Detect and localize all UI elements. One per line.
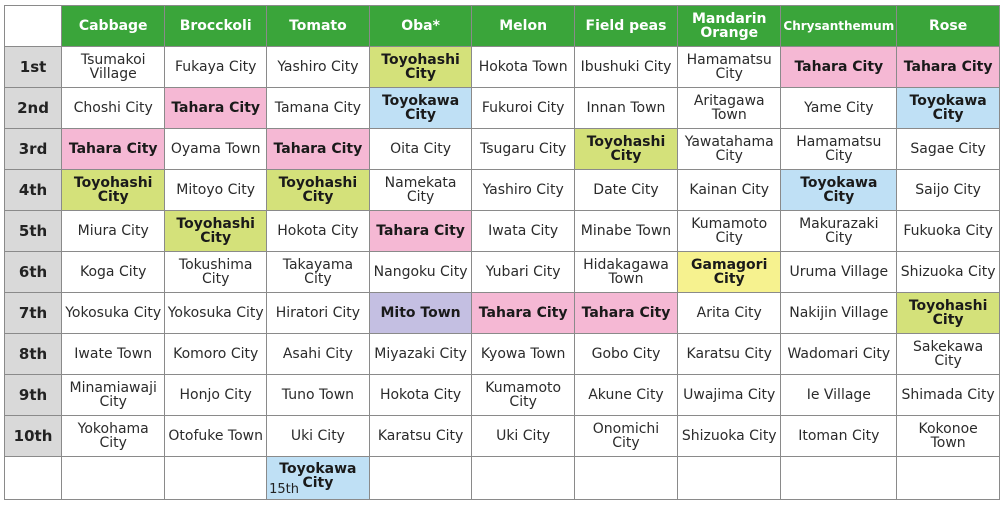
table-row — [5, 334, 1000, 375]
table-cell: Tamana City — [267, 88, 370, 129]
table-cell: Yame City — [781, 88, 897, 129]
table-cell: Sakekawa City — [897, 334, 1000, 375]
rank-label: 8th — [5, 334, 62, 375]
table-row — [5, 88, 1000, 129]
table-cell: Hokota City — [267, 211, 370, 252]
extra-cell — [267, 457, 370, 500]
empty-cell — [62, 457, 165, 500]
table-cell: Kyowa Town — [472, 334, 575, 375]
table-cell: Miura City — [62, 211, 165, 252]
rank-label-empty — [5, 457, 62, 500]
table-cell: Yokosuka City — [62, 293, 165, 334]
table-cell: Tahara City — [165, 88, 267, 129]
empty-cell — [781, 457, 897, 500]
table-row — [5, 375, 1000, 416]
table-cell: Toyohashi City — [574, 129, 677, 170]
extra-cell-text: Toyokawa City — [279, 461, 357, 491]
header-row — [5, 6, 1000, 47]
table-cell: Iwate Town — [62, 334, 165, 375]
corner-cell — [5, 6, 62, 47]
table-cell: Tahara City — [472, 293, 575, 334]
table-cell: Toyohashi City — [165, 211, 267, 252]
table-cell: Uki City — [472, 416, 575, 457]
column-header: Tomato — [267, 6, 370, 47]
table-cell: Hiratori City — [267, 293, 370, 334]
table-cell: Toyokawa City — [781, 170, 897, 211]
table-cell: Ibushuki City — [574, 47, 677, 88]
table-row — [5, 293, 1000, 334]
table-cell: Hokota City — [369, 375, 472, 416]
table-cell: Akune City — [574, 375, 677, 416]
column-header: Brocckoli — [165, 6, 267, 47]
table-cell: Takayama City — [267, 252, 370, 293]
table-cell: Saijo City — [897, 170, 1000, 211]
table-cell: Hamamatsu City — [781, 129, 897, 170]
table-cell: Tahara City — [62, 129, 165, 170]
extra-rank-note: 15th — [269, 482, 299, 497]
rank-label: 9th — [5, 375, 62, 416]
table-cell: Arita City — [678, 293, 781, 334]
table-cell: Onomichi City — [574, 416, 677, 457]
table-cell: Fukuroi City — [472, 88, 575, 129]
column-header: Melon — [472, 6, 575, 47]
table-cell: Tahara City — [781, 47, 897, 88]
table-cell: Tahara City — [267, 129, 370, 170]
table-cell: Shimada City — [897, 375, 1000, 416]
table-cell: Tokushima City — [165, 252, 267, 293]
table-cell: Karatsu City — [369, 416, 472, 457]
table-cell: Nakijin Village — [781, 293, 897, 334]
table-cell: Miyazaki City — [369, 334, 472, 375]
table-body — [5, 47, 1000, 500]
ranking-table-container — [4, 5, 1000, 500]
table-cell: Toyokawa City — [369, 88, 472, 129]
rank-label: 6th — [5, 252, 62, 293]
table-cell: Itoman City — [781, 416, 897, 457]
table-cell: Koga City — [62, 252, 165, 293]
table-cell: Mitoyo City — [165, 170, 267, 211]
table-cell: Uruma Village — [781, 252, 897, 293]
table-cell: Uwajima City — [678, 375, 781, 416]
table-cell: Komoro City — [165, 334, 267, 375]
column-header: Rose — [897, 6, 1000, 47]
empty-cell — [574, 457, 677, 500]
table-cell: Ie Village — [781, 375, 897, 416]
rank-label: 5th — [5, 211, 62, 252]
empty-cell — [165, 457, 267, 500]
column-header: Chrysanthemum — [781, 6, 897, 47]
table-cell: Shizuoka City — [678, 416, 781, 457]
table-cell: Fukuoka City — [897, 211, 1000, 252]
column-header: Mandarin Orange — [678, 6, 781, 47]
table-cell: Nangoku City — [369, 252, 472, 293]
empty-cell — [678, 457, 781, 500]
column-header: Cabbage — [62, 6, 165, 47]
table-row — [5, 47, 1000, 88]
table-row — [5, 416, 1000, 457]
table-cell: Gobo City — [574, 334, 677, 375]
table-row — [5, 170, 1000, 211]
rank-label: 1st — [5, 47, 62, 88]
table-cell: Sagae City — [897, 129, 1000, 170]
table-cell: Minamiawaji City — [62, 375, 165, 416]
table-cell: Yokosuka City — [165, 293, 267, 334]
extra-row — [5, 457, 1000, 500]
table-cell: Fukaya City — [165, 47, 267, 88]
column-header: Oba* — [369, 6, 472, 47]
table-cell: Tahara City — [574, 293, 677, 334]
table-cell: Yokohama City — [62, 416, 165, 457]
rank-label: 2nd — [5, 88, 62, 129]
table-cell: Kumamoto City — [472, 375, 575, 416]
rank-label: 10th — [5, 416, 62, 457]
table-cell: Toyohashi City — [62, 170, 165, 211]
table-cell: Toyohashi City — [267, 170, 370, 211]
table-cell: Kumamoto City — [678, 211, 781, 252]
table-cell: Aritagawa Town — [678, 88, 781, 129]
table-cell: Uki City — [267, 416, 370, 457]
table-cell: Kokonoe Town — [897, 416, 1000, 457]
table-cell: Yawatahama City — [678, 129, 781, 170]
table-cell: Mito Town — [369, 293, 472, 334]
table-cell: Yashiro City — [472, 170, 575, 211]
table-cell: Toyokawa City — [897, 88, 1000, 129]
table-cell: Choshi City — [62, 88, 165, 129]
table-cell: Innan Town — [574, 88, 677, 129]
empty-cell — [472, 457, 575, 500]
table-row — [5, 129, 1000, 170]
empty-cell — [897, 457, 1000, 500]
table-cell: Hamamatsu City — [678, 47, 781, 88]
table-cell: Honjo City — [165, 375, 267, 416]
table-cell: Iwata City — [472, 211, 575, 252]
table-cell: Date City — [574, 170, 677, 211]
table-cell: Hidakagawa Town — [574, 252, 677, 293]
table-cell: Yashiro City — [267, 47, 370, 88]
table-cell: Gamagori City — [678, 252, 781, 293]
table-cell: Kainan City — [678, 170, 781, 211]
table-cell: Wadomari City — [781, 334, 897, 375]
production-ranking-table — [4, 5, 1000, 500]
table-cell: Shizuoka City — [897, 252, 1000, 293]
table-cell: Toyohashi City — [897, 293, 1000, 334]
table-cell: Oyama Town — [165, 129, 267, 170]
table-cell: Oita City — [369, 129, 472, 170]
table-cell: Makurazaki City — [781, 211, 897, 252]
table-cell: Hokota Town — [472, 47, 575, 88]
table-row — [5, 211, 1000, 252]
table-cell: Tsugaru City — [472, 129, 575, 170]
rank-label: 7th — [5, 293, 62, 334]
table-cell: Tuno Town — [267, 375, 370, 416]
table-cell: Tahara City — [897, 47, 1000, 88]
empty-cell — [369, 457, 472, 500]
table-cell: Minabe Town — [574, 211, 677, 252]
column-header: Field peas — [574, 6, 677, 47]
table-cell: Tsumakoi Village — [62, 47, 165, 88]
table-cell: Tahara City — [369, 211, 472, 252]
table-cell: Toyohashi City — [369, 47, 472, 88]
rank-label: 4th — [5, 170, 62, 211]
table-cell: Karatsu City — [678, 334, 781, 375]
table-row — [5, 252, 1000, 293]
table-cell: Yubari City — [472, 252, 575, 293]
table-cell: Asahi City — [267, 334, 370, 375]
table-cell: Otofuke Town — [165, 416, 267, 457]
rank-label: 3rd — [5, 129, 62, 170]
table-cell: Namekata City — [369, 170, 472, 211]
